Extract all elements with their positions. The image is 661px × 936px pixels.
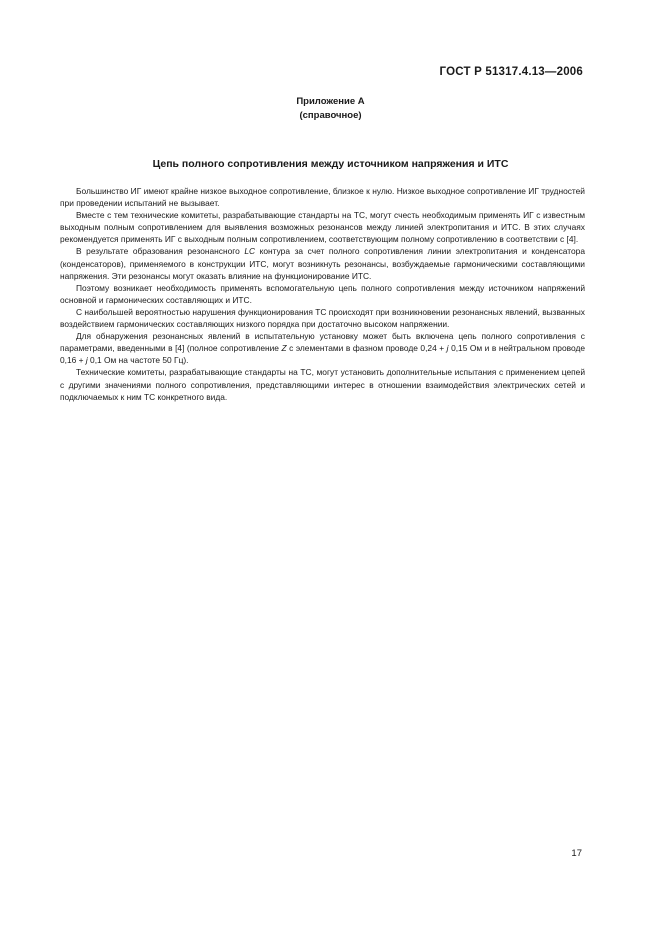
annex-title: Приложение А <box>296 96 365 107</box>
standard-designation: ГОСТ Р 51317.4.13—2006 <box>439 66 583 78</box>
page-number: 17 <box>571 848 582 859</box>
paragraph: Поэтому возникает необходимость применять вспомогательную цепь полного сопротивления между источником напряжений основной и гармонических составляющих и ИТС. <box>60 282 585 305</box>
paragraph: Для обнаружения резонансных явлений в испытательную установку может быть включена цепь полного сопротивления с параметрами, введенными в [4] (полное сопротивление Z с элементами в фазном проводе 0,24 + j 0,15 Ом и в нейтральном проводе 0,16 + j 0,1 Ом на частоте 50 Гц). <box>60 331 585 366</box>
annex-heading <box>0 95 661 123</box>
paragraph: В результате образования резонансного LC контура за счет полного сопротивления линии электропитания и конденсатора (конденсаторов), применяемого в конструкции ИТС, могут возникнуть резонансы, возбуждаемые гармоническими составляющими напряжения. Эти резонансы могут оказать влияние на функционирование ИТС. <box>60 246 585 281</box>
annex-subtitle: (справочное) <box>299 110 362 121</box>
paragraph: С наибольшей вероятностью нарушения функционирования ТС происходят при возникновении резонансных явлений, вызванных воздействием гармонических составляющих низкого порядка при достаточно высоком напряжении. <box>60 306 585 330</box>
paragraph: Вместе с тем технические комитеты, разрабатывающие стандарты на ТС, могут счесть необходимым применять ИГ с известным выходным полным сопротивлением для выявления возможных резонансов между линией электропитания и ИТС. В этих случаях рекомендуется применять ИГ с выходным полным сопротивлением, соответствующим полному сопротивлению в соответствии с [4]. <box>60 210 585 245</box>
paragraph: Большинство ИГ имеют крайне низкое выходное сопротивление, близкое к нулю. Низкое выходное сопротивление ИГ трудностей при проведении испытаний не вызывает. <box>60 186 585 209</box>
body-text <box>60 185 585 403</box>
paragraph: Технические комитеты, разрабатывающие стандарты на ТС, могут установить дополнительные испытания с применением цепей с другими значениями полного сопротивления, представляющими интерес в отношении взаимодействия электрических сетей и подключаемых к ним ТС конкретного вида. <box>60 367 585 402</box>
section-title: Цепь полного сопротивления между источником напряжения и ИТС <box>152 158 509 170</box>
